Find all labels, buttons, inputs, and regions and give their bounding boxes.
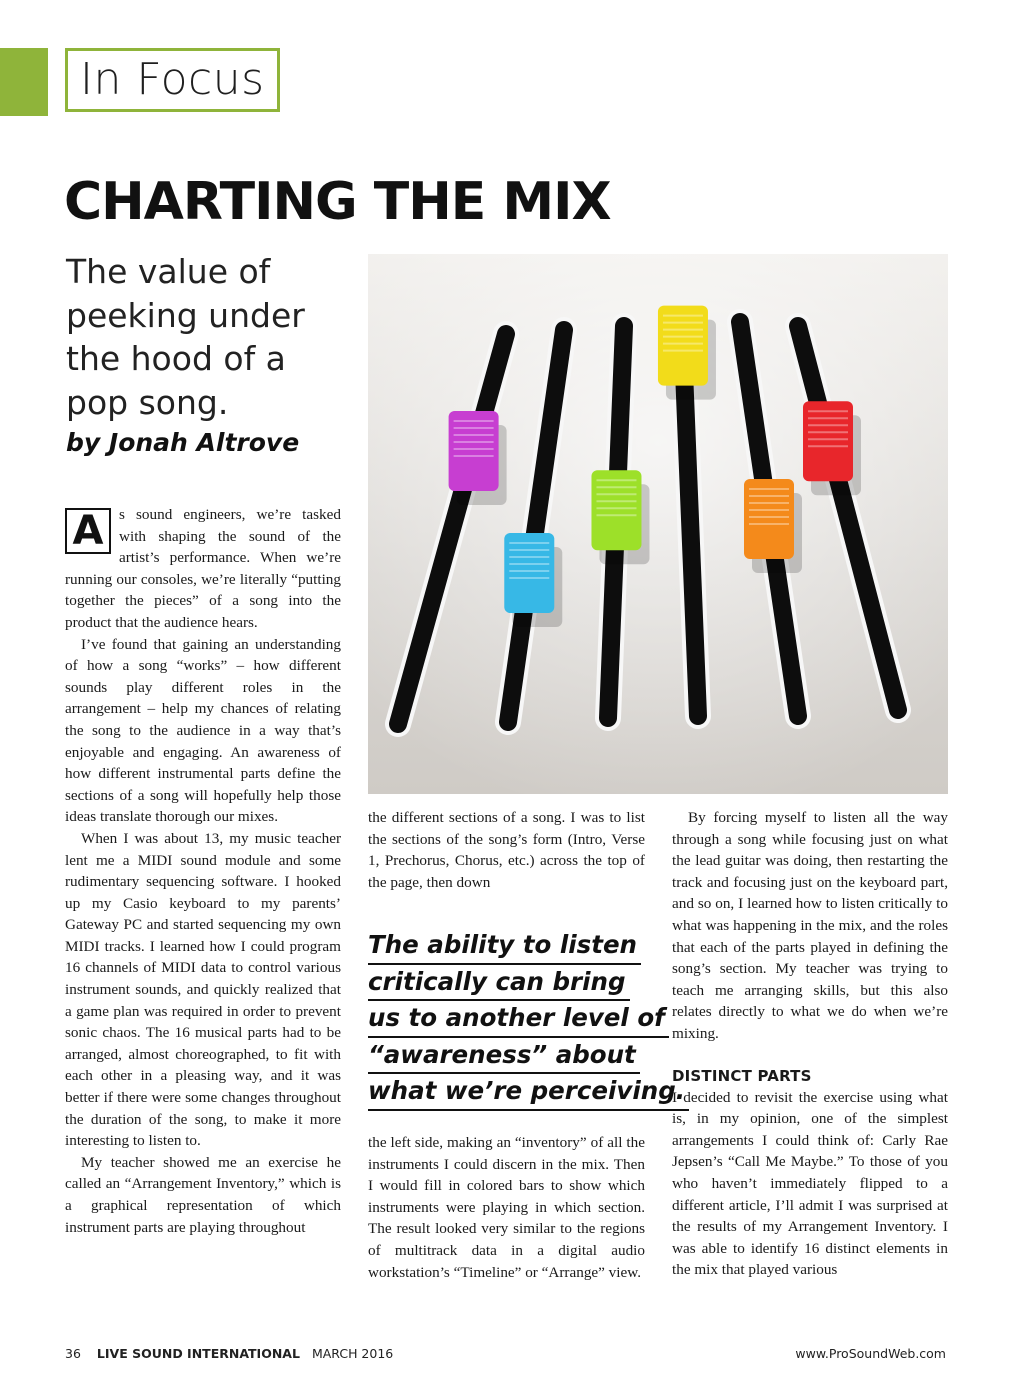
- paragraph: I decided to revisit the exercise using what is, in my opinion, one of the simplest arrangements I could think of: Carly Rae Jepsen’s “Call Me Maybe.” To those of you who haven’t immediately flipped to a different article, I’ll admit I was surprised at the results of my Arrangement Inventory. I was able to identify 16 distinct elements in the mix that played various: [672, 1088, 948, 1279]
- magazine-name: LIVE SOUND INTERNATIONAL: [96, 1346, 300, 1361]
- website-link[interactable]: www.ProSoundWeb.com: [795, 1346, 946, 1361]
- footer-left: [65, 1346, 393, 1361]
- pull-quote-line: what we’re perceiving.: [368, 1074, 689, 1111]
- deck: The value of peeking under the hood of a pop song.: [66, 252, 305, 422]
- paragraph: I’ve found that gaining an understanding of how a song “works” – how different sounds play different roles in the arrangement – help my chances of relating the song to the audience in a way that’s enjoyable and engaging. An awareness of how different instrumental parts define the sections of a song will hopefully help those ideas translate thorough our mixes.: [65, 635, 341, 826]
- column-2-top: [368, 807, 645, 893]
- page-number: 36: [65, 1346, 81, 1361]
- paragraph: When I was about 13, my music teacher lent me a MIDI sound module and some rudimentary sequencing software. I hooked up my Casio keyboard to my parents’ Gateway PC and started sequencing my own MIDI tracks. I learned how I could program 16 channels of MIDI data to control various instrument sounds, and quickly realized that a game plan was required in order to prevent sonic chaos. The 16 musical parts had to be arranged, almost choreographed, to fit with each other in a pleasing way, and it was better if there were some changes throughout the duration of the song, to make it more interesting to listen to.: [65, 829, 341, 1150]
- fader-illustration: [368, 254, 948, 794]
- pull-quote-line: “awareness” about: [368, 1038, 640, 1075]
- fader-cap: [591, 470, 649, 564]
- column-1: [65, 504, 341, 1238]
- fader-photo: [368, 254, 948, 794]
- fader-cap: [658, 306, 716, 400]
- fader-cap: [449, 411, 507, 505]
- dropcap: A: [65, 508, 111, 554]
- pull-quote-line: us to another level of: [368, 1001, 669, 1038]
- paragraph: the different sections of a song. I was to list the sections of the song’s form (Intro, Verse 1, Prechorus, Chorus, etc.) across the top of the page, then down: [368, 809, 645, 891]
- byline: by Jonah Altrove: [66, 428, 300, 457]
- headline: CHARTING THE MIX: [64, 172, 611, 232]
- fader-cap: [744, 479, 802, 573]
- pull-quote-line: The ability to listen: [368, 928, 641, 965]
- column-2-bottom: [368, 1132, 645, 1283]
- pull-quote: [368, 928, 686, 1111]
- issue-date: MARCH 2016: [311, 1346, 394, 1361]
- fader-cap: [504, 533, 562, 627]
- accent-bar: [0, 48, 48, 116]
- fader-cap: [803, 401, 861, 495]
- subhead: DISTINCT PARTS: [672, 1066, 812, 1085]
- column-3: [672, 807, 948, 1281]
- section-tag: In Focus: [65, 48, 280, 112]
- paragraph: the left side, making an “inventory” of all the instruments I could discern in the mix. Then I would fill in colored bars to show which instruments were playing in which section. The result looked very similar to the regions of multitrack data in a digital audio workstation’s “Timeline” or “Arrange” view.: [368, 1134, 645, 1281]
- paragraph: My teacher showed me an exercise he called an “Arrangement Inventory,” which is a graphical representation of which instrument parts are playing throughout: [65, 1153, 341, 1236]
- paragraph: By forcing myself to listen all the way through a song while focusing just on what the lead guitar was doing, then restarting the track and focusing just on the keyboard part, and so on, I learned how to listen critically to what was happening in the mix, and the roles that each of the parts played in defining the song’s section. My teacher was trying to teach me arranging skills, but this also relates directly to what we do when we’re mixing.: [672, 809, 948, 1042]
- pull-quote-line: critically can bring: [368, 965, 630, 1002]
- paragraph-intro: A s sound engineers, we’re tasked with shaping the sound of the artist’s performance. When we’re running our consoles, we’re literally “putting together the pieces” of a song into the product that the audience hears.: [65, 506, 341, 631]
